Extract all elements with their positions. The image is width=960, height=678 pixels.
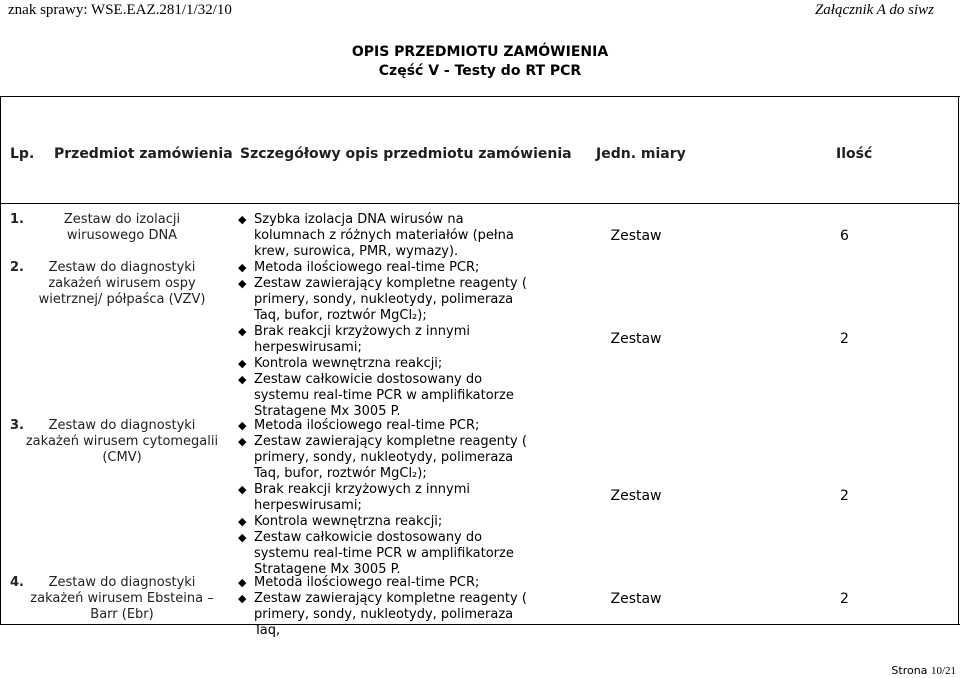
row-3-item-name: Zestaw do diagnostyki zakażeń wirusem cytomegalii (CMV) <box>25 418 219 465</box>
row-3-description <box>238 418 528 578</box>
row-1-description <box>238 212 528 260</box>
diamond-bullet-icon: ◆ <box>238 531 247 544</box>
row-1-quantity: 6 <box>840 228 849 244</box>
row-3-lp: 3. <box>10 418 24 433</box>
description-item: ◆ Brak reakcji krzyżowych z innymi herpeswirusami; <box>238 324 470 355</box>
diamond-bullet-icon: ◆ <box>238 325 247 338</box>
description-item: ◆ Zestaw zawierający kompletne reagenty ( primery, sondy, nukleotydy, polimeraza Taq, <box>238 591 527 638</box>
column-header-description: Szczegółowy opis przedmiotu zamówienia <box>240 146 572 162</box>
attachment-label: Załącznik A do siwz <box>814 2 934 18</box>
description-item: ◆ Zestaw zawierający kompletne reagenty ( primery, sondy, nukleotydy, polimeraza Taq, bufor, roztwór MgCl₂); <box>238 276 527 323</box>
row-4-item-name: Zestaw do diagnostyki zakażeń wirusem Ebsteina – Barr (Ebr) <box>30 575 214 622</box>
description-item: ◆ Metoda ilościowego real-time PCR; <box>238 260 480 275</box>
row-1-unit: Zestaw <box>610 228 662 244</box>
row-3-quantity: 2 <box>840 488 849 504</box>
document-subtitle: Część V - Testy do RT PCR <box>378 63 582 79</box>
column-header-item: Przedmiot zamówienia <box>54 146 233 162</box>
diamond-bullet-icon: ◆ <box>238 213 247 226</box>
row-1-lp: 1. <box>10 212 24 227</box>
table-border-left <box>0 96 1 625</box>
row-4-quantity: 2 <box>840 591 849 607</box>
row-2-lp: 2. <box>10 260 24 275</box>
case-reference: znak sprawy: WSE.EAZ.281/1/32/10 <box>8 2 232 18</box>
table-border-header <box>0 203 960 204</box>
row-4-description <box>238 575 528 639</box>
table-border-right <box>958 96 959 625</box>
row-4-lp: 4. <box>10 575 24 590</box>
description-item: ◆ Kontrola wewnętrzna reakcji; <box>238 356 443 371</box>
diamond-bullet-icon: ◆ <box>238 373 247 386</box>
description-item: ◆ Szybka izolacja DNA wirusów na kolumnach z różnych materiałów (pełna krew, surowica, PMR, wymazy). <box>238 212 514 259</box>
column-header-lp: Lp. <box>10 146 35 162</box>
description-item: ◆ Zestaw całkowicie dostosowany do systemu real-time PCR w amplifikatorze Stratagene Mx 3005 P. <box>238 372 514 419</box>
page-label: Strona <box>891 664 928 677</box>
document-title: OPIS PRZEDMIOTU ZAMÓWIENIA <box>351 44 609 60</box>
row-2-description <box>238 260 528 420</box>
table-border-top <box>0 96 960 97</box>
diamond-bullet-icon: ◆ <box>238 277 247 290</box>
diamond-bullet-icon: ◆ <box>238 483 247 496</box>
row-1-item-name: Zestaw do izolacji wirusowego DNA <box>63 212 181 243</box>
description-item: ◆ Zestaw całkowicie dostosowany do systemu real-time PCR w amplifikatorze Stratagene Mx 3005 P. <box>238 530 514 577</box>
description-item: ◆ Metoda ilościowego real-time PCR; <box>238 575 480 590</box>
column-header-quantity: Ilość <box>836 146 873 162</box>
column-header-unit: Jedn. miary <box>596 146 686 162</box>
page-footer <box>891 664 956 677</box>
row-4-unit: Zestaw <box>610 591 662 607</box>
diamond-bullet-icon: ◆ <box>238 261 247 274</box>
diamond-bullet-icon: ◆ <box>238 357 247 370</box>
diamond-bullet-icon: ◆ <box>238 419 247 432</box>
description-item: ◆ Kontrola wewnętrzna reakcji; <box>238 514 443 529</box>
diamond-bullet-icon: ◆ <box>238 515 247 528</box>
diamond-bullet-icon: ◆ <box>238 592 247 605</box>
description-item: ◆ Metoda ilościowego real-time PCR; <box>238 418 480 433</box>
row-2-quantity: 2 <box>840 331 849 347</box>
row-3-unit: Zestaw <box>610 488 662 504</box>
row-2-item-name: Zestaw do diagnostyki zakażeń wirusem ospy wietrznej/ półpaśca (VZV) <box>38 260 206 307</box>
page-number: 10/21 <box>930 665 956 677</box>
description-item: ◆ Zestaw zawierający kompletne reagenty ( primery, sondy, nukleotydy, polimeraza Taq, bufor, roztwór MgCl₂); <box>238 434 527 481</box>
row-2-unit: Zestaw <box>610 331 662 347</box>
diamond-bullet-icon: ◆ <box>238 576 247 589</box>
diamond-bullet-icon: ◆ <box>238 435 247 448</box>
description-item: ◆ Brak reakcji krzyżowych z innymi herpeswirusami; <box>238 482 470 513</box>
